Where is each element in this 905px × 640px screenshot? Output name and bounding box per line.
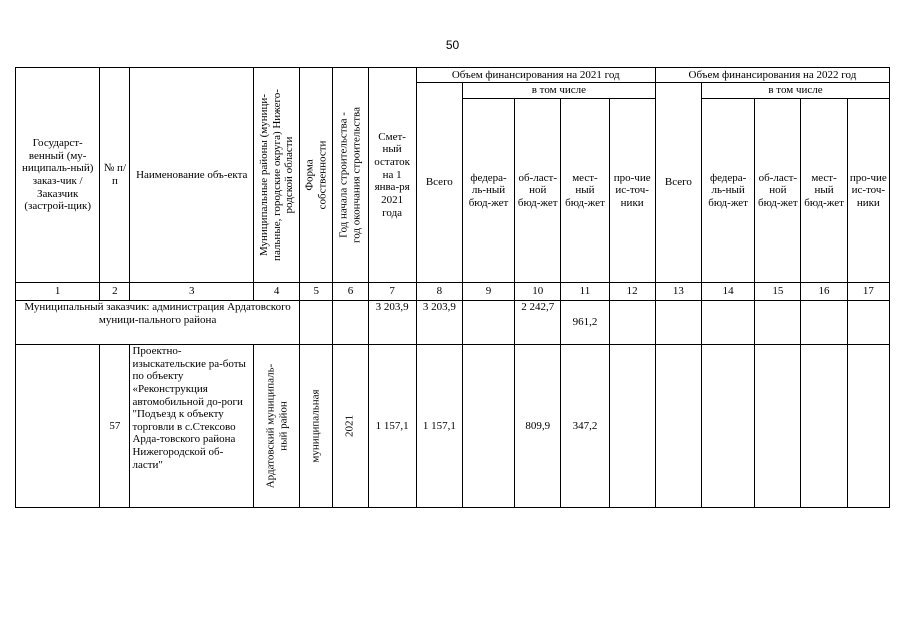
customer-label: Муниципальный заказчик: администрация Ардатовского муници-пального района: [16, 301, 300, 345]
cell-empty: [609, 301, 655, 345]
year-value: 2021: [333, 345, 368, 508]
header-including-2021: в том числе: [462, 83, 655, 99]
column-number: 4: [254, 283, 300, 301]
header-local-2021: мест-ный бюд-жет: [561, 99, 609, 283]
column-number: 7: [368, 283, 416, 301]
table-row: [16, 301, 890, 345]
header-including-2022: в том числе: [702, 83, 890, 99]
cell-empty: [462, 301, 514, 345]
column-number: 2: [100, 283, 130, 301]
cell-empty: [702, 345, 755, 508]
header-other-2021: про-чие ис-точ-ники: [609, 99, 655, 283]
column-number: 6: [333, 283, 368, 301]
header-financing-2022: Объем финансирования на 2022 год: [655, 68, 889, 83]
ownership-value: муниципальная: [300, 345, 333, 508]
cell-empty: [847, 345, 889, 508]
district-value: Ардатовский муниципаль- ный район: [254, 345, 300, 508]
column-number: 1: [16, 283, 100, 301]
header-years: Год начала строительства - год окончания строительства: [333, 68, 368, 283]
header-federal-2021: федера-ль-ный бюд-жет: [462, 99, 514, 283]
cell-empty: [801, 345, 847, 508]
header-local-2022: мест-ный бюд-жет: [801, 99, 847, 283]
cell-empty: [655, 301, 701, 345]
header-ownership: Форма собственности: [300, 68, 333, 283]
header-regional-2021: об-ласт-ной бюд-жет: [515, 99, 561, 283]
cell-empty: [333, 301, 368, 345]
cell-empty: [462, 345, 514, 508]
header-customer: Государст-венный (му-ниципаль-ный) заказ-чик / Заказчик (застрой-щик): [16, 68, 100, 283]
column-number: 15: [755, 283, 801, 301]
column-number: 8: [416, 283, 462, 301]
total-2021-value: 1 157,1: [416, 345, 462, 508]
header-other-2022: про-чие ис-точ-ники: [847, 99, 889, 283]
header-object-name: Наименование объ-екта: [130, 68, 254, 283]
object-name: Проектно-изыскательские ра-боты по объекту «Реконструкция автомобильной до-роги "Подъезд к объекту торговли в с.Стексово Арда-товского района Нижегородской об-ласти": [130, 345, 254, 508]
cell-empty: [609, 345, 655, 508]
column-number: 11: [561, 283, 609, 301]
cell-empty: [755, 345, 801, 508]
column-number: 17: [847, 283, 889, 301]
column-number: 5: [300, 283, 333, 301]
header-total-2022: Всего: [655, 83, 701, 283]
header-pp: № п/п: [100, 68, 130, 283]
column-number: 16: [801, 283, 847, 301]
cell-empty: [702, 301, 755, 345]
header-financing-2021: Объем финансирования на 2021 год: [416, 68, 655, 83]
financing-table: [15, 67, 890, 508]
header-total-2021: Всего: [416, 83, 462, 283]
column-number: 9: [462, 283, 514, 301]
page-number: 50: [445, 38, 460, 52]
column-number: 10: [515, 283, 561, 301]
regional-2021-value: 809,9: [515, 345, 561, 508]
column-number-row: [16, 283, 890, 301]
regional-2021-value: 2 242,7: [515, 301, 561, 345]
cell-empty: [801, 301, 847, 345]
column-number: 14: [702, 283, 755, 301]
total-2021-value: 3 203,9: [416, 301, 462, 345]
header-districts: Муниципальные районы (муници- пальные, городские округа) Нижего- родской области: [254, 68, 300, 283]
local-2021-value: 961,2: [561, 301, 609, 345]
row-number: 57: [100, 345, 130, 508]
column-number: 3: [130, 283, 254, 301]
local-2021-value: 347,2: [561, 345, 609, 508]
cell-empty: [655, 345, 701, 508]
header-regional-2022: об-ласт-ной бюд-жет: [755, 99, 801, 283]
estimate-balance-value: 3 203,9: [368, 301, 416, 345]
cell-empty: [755, 301, 801, 345]
header-federal-2022: федера-ль-ный бюд-жет: [702, 99, 755, 283]
header-estimate-balance: Смет-ный остаток на 1 янва-ря 2021 года: [368, 68, 416, 283]
estimate-balance-value: 1 157,1: [368, 345, 416, 508]
cell-empty: [847, 301, 889, 345]
cell-empty: [16, 345, 100, 508]
cell-empty: [300, 301, 333, 345]
table-row: [16, 345, 890, 508]
column-number: 13: [655, 283, 701, 301]
column-number: 12: [609, 283, 655, 301]
